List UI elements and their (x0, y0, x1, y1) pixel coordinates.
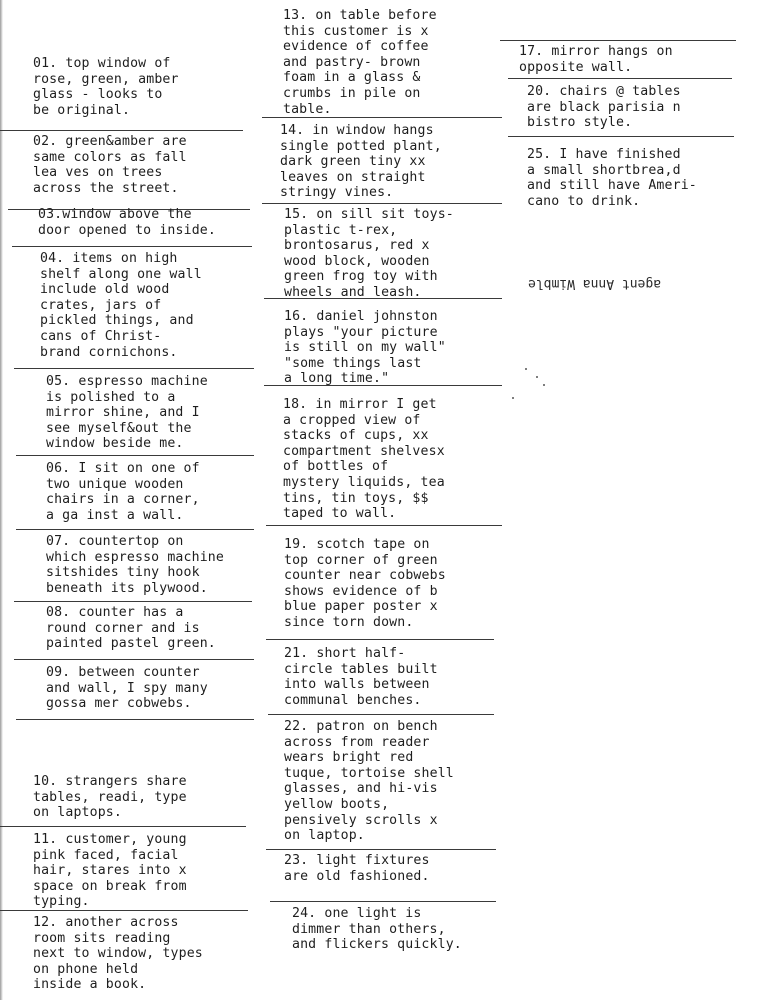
note-25: 25. I have finished a small shortbrea,d and still have Ameri- cano to drink. (527, 147, 697, 209)
divider (500, 40, 736, 41)
divider (268, 714, 494, 715)
note-09: 09. between counter and wall, I spy many gossa mer cobwebs. (46, 665, 208, 712)
note-19: 19. scotch tape on top corner of green counter near cobwebs shows evidence of b blue paper poster x since torn down. (284, 537, 446, 630)
divider (0, 826, 246, 827)
divider (16, 719, 254, 720)
divider (14, 368, 254, 369)
scan-speck (525, 368, 527, 370)
divider (12, 246, 252, 247)
note-15: 15. on sill sit toys- plastic t-rex, brontosarus, red x wood block, wooden green frog toy with wheels and leash. (284, 207, 454, 300)
note-08: 08. counter has a round corner and is painted pastel green. (46, 605, 216, 652)
divider (16, 455, 254, 456)
note-05: 05. espresso machine is polished to a mirror shine, and I see myself&out the window beside me. (46, 374, 208, 452)
divider (262, 203, 502, 204)
divider (264, 298, 502, 299)
divider (14, 601, 252, 602)
divider (262, 117, 502, 118)
note-18: 18. in mirror I get a cropped view of stacks of cups, xx compartment shelvesx of bottles of mystery liquids, tea tins, tin toys, $$ taped to wall. (283, 397, 445, 522)
divider (266, 639, 494, 640)
divider (508, 136, 734, 137)
upside-down-signature: agent Anna Wimble (528, 276, 662, 291)
scan-edge-shadow (0, 0, 3, 1000)
scan-speck (543, 384, 545, 386)
note-11: 11. customer, young pink faced, facial hair, stares into x space on break from typing. (33, 832, 187, 910)
note-12: 12. another across room sits reading next to window, types on phone held inside a book. (33, 915, 203, 993)
note-04: 04. items on high shelf along one wall include old wood crates, jars of pickled things, and cans of Christ- brand cornichons. (40, 251, 202, 360)
note-23: 23. light fixtures are old fashioned. (284, 853, 430, 884)
divider (508, 78, 732, 79)
divider (264, 385, 502, 386)
note-20: 20. chairs @ tables are black parisia n bistro style. (527, 84, 681, 131)
note-10: 10. strangers share tables, readi, type on laptops. (33, 774, 187, 821)
note-14: 14. in window hangs single potted plant, dark green tiny xx leaves on straight stringy vines. (280, 123, 442, 201)
scan-speck (536, 376, 538, 378)
divider (266, 525, 502, 526)
note-16: 16. daniel johnston plays "your picture is still on my wall" "some things last a long time." (284, 309, 446, 387)
note-13: 13. on table before this customer is x evidence of coffee and pastry- brown foam in a glass & crumbs in pile on table. (283, 8, 437, 117)
note-21: 21. short half- circle tables built into walls between communal benches. (284, 646, 438, 708)
divider (0, 130, 243, 131)
divider (14, 659, 254, 660)
divider (266, 849, 496, 850)
note-22: 22. patron on bench across from reader wears bright red tuque, tortoise shell glasses, and hi-vis yellow boots, pensively scrolls x on laptop. (284, 719, 454, 844)
divider (270, 901, 496, 902)
note-02: 02. green&amber are same colors as fall lea ves on trees across the street. (33, 134, 187, 196)
divider (16, 529, 254, 530)
note-06: 06. I sit on one of two unique wooden chairs in a corner, a ga inst a wall. (46, 461, 200, 523)
note-07: 07. countertop on which espresso machine sitshides tiny hook beneath its plywood. (46, 534, 224, 596)
note-24: 24. one light is dimmer than others, and flickers quickly. (292, 906, 462, 953)
scan-speck (512, 397, 514, 399)
divider (0, 910, 248, 911)
note-17: 17. mirror hangs on opposite wall. (519, 44, 673, 75)
note-03: 03.window above the door opened to inside. (38, 207, 216, 238)
note-01: 01. top window of rose, green, amber glass - looks to be original. (33, 56, 179, 118)
